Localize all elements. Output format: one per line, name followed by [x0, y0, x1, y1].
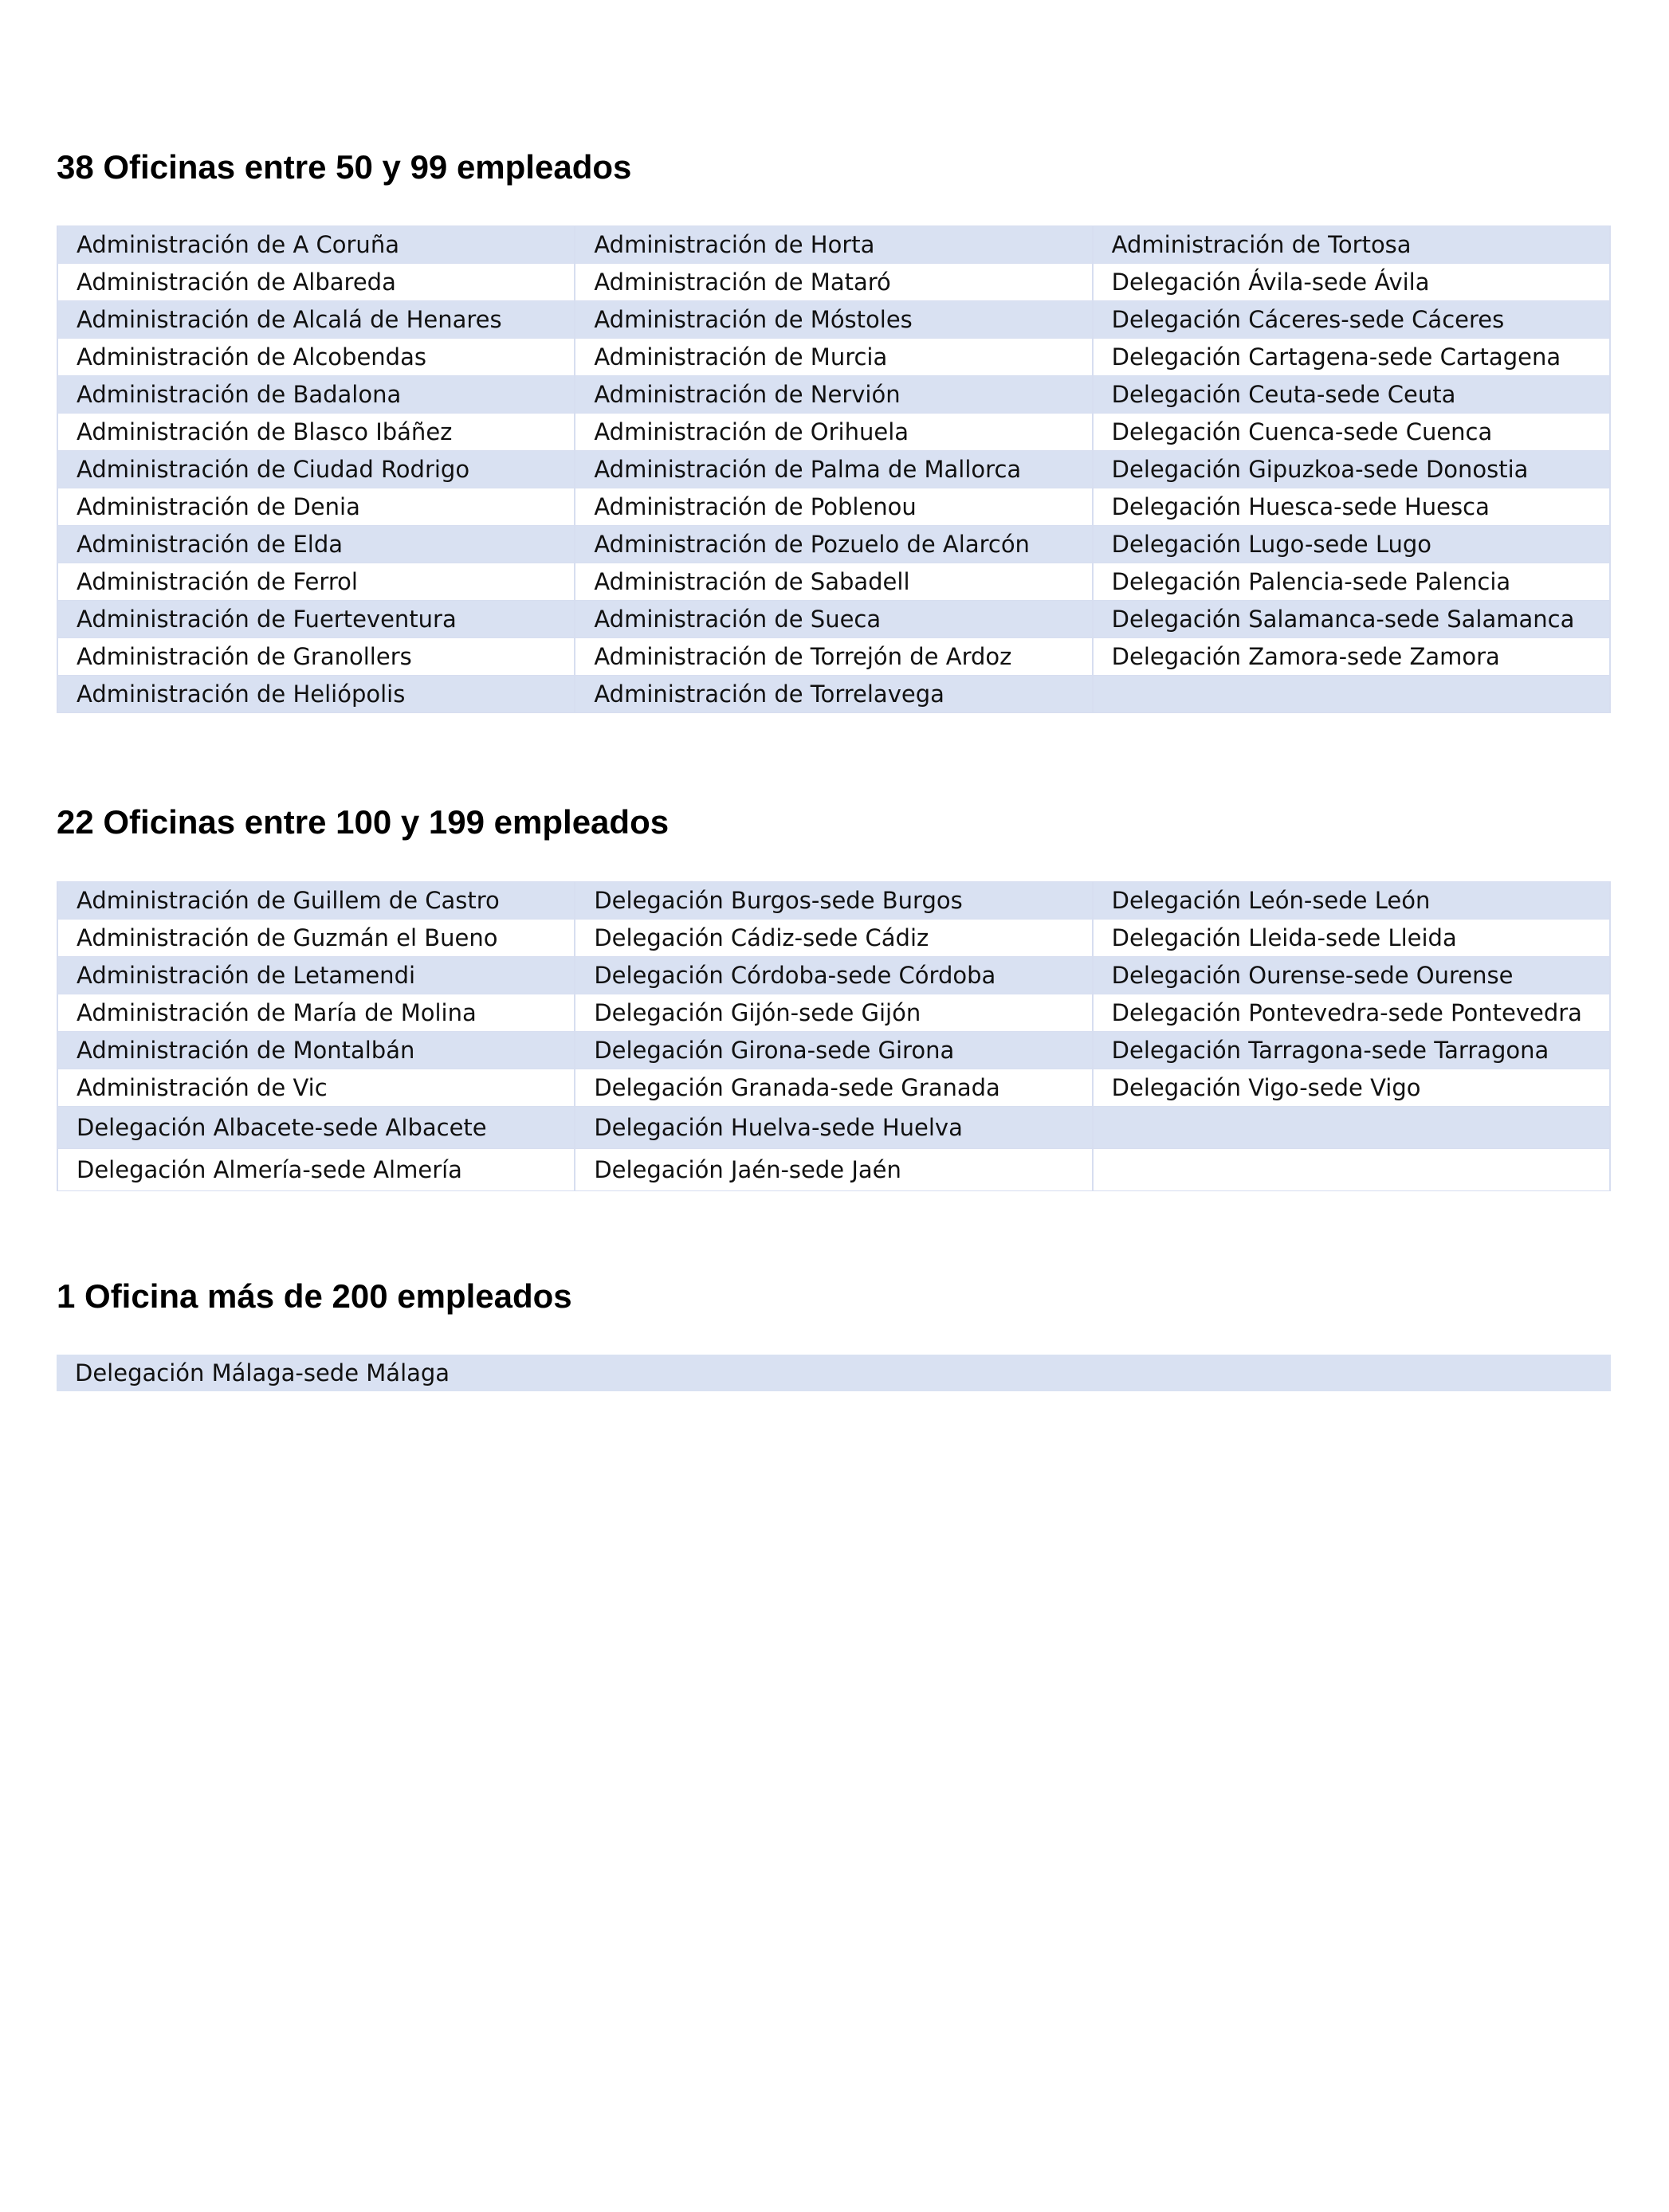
table-cell: [1093, 676, 1610, 713]
table-cell: Administración de Blasco Ibáñez: [57, 414, 575, 451]
table-row: [57, 488, 1610, 526]
table-row: [57, 957, 1610, 994]
table-cell: Delegación Ávila-sede Ávila: [1093, 264, 1610, 301]
table-cell: Delegación Albacete-sede Albacete: [57, 1107, 575, 1149]
table-row: [57, 451, 1610, 488]
section-title: 22 Oficinas entre 100 y 199 empleados: [57, 803, 670, 841]
table-cell: Administración de Pozuelo de Alarcón: [575, 526, 1092, 563]
section-title: 1 Oficina más de 200 empleados: [57, 1277, 572, 1315]
office-table: [57, 226, 1611, 713]
table-cell: Administración de Fuerteventura: [57, 601, 575, 638]
table-row: [57, 1069, 1610, 1107]
table-cell: Delegación Cartagena-sede Cartagena: [1093, 339, 1610, 376]
table-cell: Delegación Salamanca-sede Salamanca: [1093, 601, 1610, 638]
table-cell: Delegación Burgos-sede Burgos: [575, 882, 1092, 920]
table-cell: Administración de Poblenou: [575, 488, 1092, 526]
table-cell: Delegación Cáceres-sede Cáceres: [1093, 301, 1610, 339]
table-cell: Administración de Nervión: [575, 376, 1092, 414]
office-table: [57, 1355, 1611, 1391]
table-cell: Delegación Huelva-sede Huelva: [575, 1107, 1092, 1149]
table-row: [57, 1032, 1610, 1069]
table-cell: Delegación Tarragona-sede Tarragona: [1093, 1032, 1610, 1069]
table-cell: Delegación Cádiz-sede Cádiz: [575, 920, 1092, 957]
table-cell: Delegación Lugo-sede Lugo: [1093, 526, 1610, 563]
table-cell: Administración de Montalbán: [57, 1032, 575, 1069]
table-row: [57, 1149, 1610, 1191]
table-row: [57, 376, 1610, 414]
table-cell: Administración de Guzmán el Bueno: [57, 920, 575, 957]
table-cell: Administración de Alcobendas: [57, 339, 575, 376]
table-cell: Administración de Torrejón de Ardoz: [575, 638, 1092, 676]
table-row: [57, 339, 1610, 376]
table-cell: Administración de Denia: [57, 488, 575, 526]
table-row: [57, 1107, 1610, 1149]
table-cell: Delegación Jaén-sede Jaén: [575, 1149, 1092, 1191]
table-cell: Administración de Sabadell: [575, 563, 1092, 601]
table-cell: Administración de Ferrol: [57, 563, 575, 601]
table-cell: Delegación Córdoba-sede Córdoba: [575, 957, 1092, 994]
table-cell: Delegación Vigo-sede Vigo: [1093, 1069, 1610, 1107]
section-title: 38 Oficinas entre 50 y 99 empleados: [57, 148, 632, 186]
table-cell: Administración de Horta: [575, 226, 1092, 264]
table-cell: Delegación Gijón-sede Gijón: [575, 994, 1092, 1032]
table-cell: Administración de Palma de Mallorca: [575, 451, 1092, 488]
table-row: [57, 676, 1610, 713]
table-cell: Delegación Ourense-sede Ourense: [1093, 957, 1610, 994]
table-cell: Administración de Tortosa: [1093, 226, 1610, 264]
table-cell: Administración de Móstoles: [575, 301, 1092, 339]
table-cell: Delegación Huesca-sede Huesca: [1093, 488, 1610, 526]
table-row: [57, 414, 1610, 451]
table-cell: Delegación Granada-sede Granada: [575, 1069, 1092, 1107]
table-cell: Delegación León-sede León: [1093, 882, 1610, 920]
table-cell: Administración de Letamendi: [57, 957, 575, 994]
table-cell: Administración de A Coruña: [57, 226, 575, 264]
table-cell: Administración de Ciudad Rodrigo: [57, 451, 575, 488]
table-cell: Administración de Mataró: [575, 264, 1092, 301]
table-row: [57, 994, 1610, 1032]
table-cell: Administración de Elda: [57, 526, 575, 563]
table-cell: Administración de Murcia: [575, 339, 1092, 376]
table-cell: Delegación Gipuzkoa-sede Donostia: [1093, 451, 1610, 488]
table-cell: Administración de Vic: [57, 1069, 575, 1107]
table-row: [57, 563, 1610, 601]
table-cell: Administración de Alcalá de Henares: [57, 301, 575, 339]
table-cell: Delegación Cuenca-sede Cuenca: [1093, 414, 1610, 451]
table-row: [57, 301, 1610, 339]
table-cell: Administración de Albareda: [57, 264, 575, 301]
table-cell: Delegación Palencia-sede Palencia: [1093, 563, 1610, 601]
table-cell: Delegación Almería-sede Almería: [57, 1149, 575, 1191]
table-row: [57, 226, 1610, 264]
office-table: [57, 881, 1611, 1191]
table-cell: Delegación Lleida-sede Lleida: [1093, 920, 1610, 957]
table-cell: [1093, 1149, 1610, 1191]
table-cell: Administración de Sueca: [575, 601, 1092, 638]
table-cell: Administración de Orihuela: [575, 414, 1092, 451]
table-row: [57, 920, 1610, 957]
table-row: [57, 882, 1610, 920]
table-row: [57, 638, 1610, 676]
table-cell: [1093, 1107, 1610, 1149]
table-cell: Administración de Badalona: [57, 376, 575, 414]
table-row: [57, 264, 1610, 301]
table-row: [57, 526, 1610, 563]
table-cell: Delegación Ceuta-sede Ceuta: [1093, 376, 1610, 414]
table-cell: Administración de Torrelavega: [575, 676, 1092, 713]
table-cell: Administración de Guillem de Castro: [57, 882, 575, 920]
table-cell: Administración de Granollers: [57, 638, 575, 676]
table-row: [57, 1355, 1611, 1391]
table-cell: Administración de María de Molina: [57, 994, 575, 1032]
table-row: [57, 601, 1610, 638]
table-cell: Administración de Heliópolis: [57, 676, 575, 713]
table-cell: Delegación Zamora-sede Zamora: [1093, 638, 1610, 676]
table-cell: Delegación Girona-sede Girona: [575, 1032, 1092, 1069]
table-cell: Delegación Málaga-sede Málaga: [57, 1355, 1611, 1391]
table-cell: Delegación Pontevedra-sede Pontevedra: [1093, 994, 1610, 1032]
